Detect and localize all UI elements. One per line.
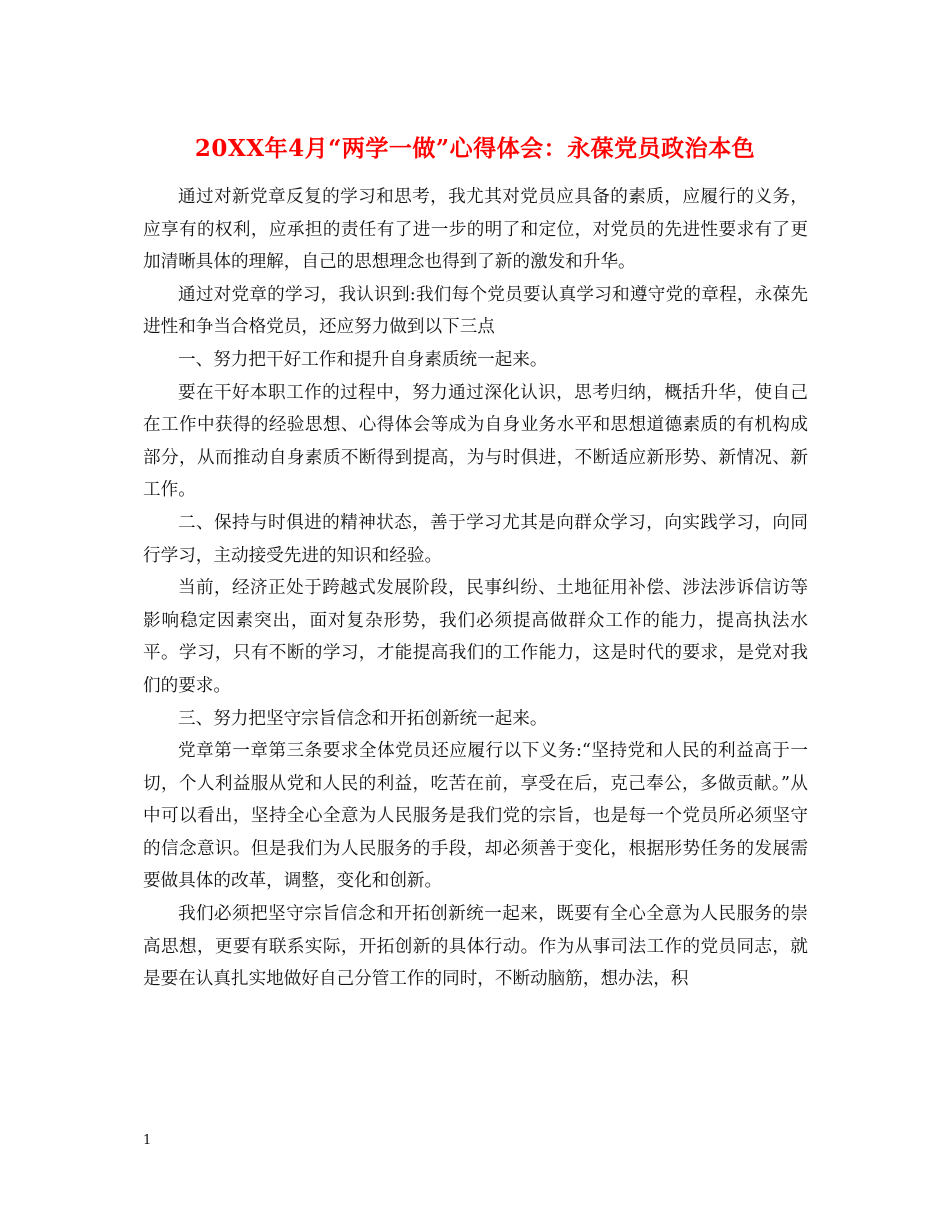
paragraph-5: 党章第一章第三条要求全体党员还应履行以下义务:“坚持党和人民的利益高于一切，个人利益服从党和人民的利益，吃苦在前，享受在后，克己奉公，多做贡献。”从中可以看出，坚持全心全意为人民服务是我们党的宗旨，也是每一个党员所必须坚守的信念意识。但是我们为人民服务的手段，却必须善于变化，根据形势任务的发展需要做具体的改革，调整，变化和创新。 (143, 741, 808, 892)
paragraph-4: 当前，经济正处于跨越式发展阶段，民事纠纷、土地征用补偿、涉法涉诉信访等影响稳定因素突出，面对复杂形势，我们必须提高做群众工作的能力，提高执法水平。学习，只有不断的学习，才能提高我们的工作能力，这是时代的要求，是党对我们的要求。 (143, 578, 808, 696)
document-title: 20XX年4月“两学一做”心得体会：永葆党员政治本色 (194, 135, 756, 162)
paragraph-1: 通过对新党章反复的学习和思考，我尤其对党员应具备的素质，应履行的义务，应享有的权利，应承担的责任有了进一步的明了和定位，对党员的先进性要求有了更加清晰具体的理解，自己的思想理念也得到了新的激发和升华。 (143, 187, 808, 273)
page-number: 1 (143, 1133, 152, 1148)
document-body (143, 181, 808, 996)
paragraph-3: 要在干好本职工作的过程中，努力通过深化认识，思考归纳，概括升华，使自己在工作中获得的经验思想、心得体会等成为自身业务水平和思想道德素质的有机构成部分，从而推动自身素质不断得到提高，为与时俱进，不断适应新形势、新情况、新工作。 (143, 382, 808, 501)
section-heading-2: 二、保持与时俱进的精神状态，善于学习尤其是向群众学习，向实践学习，向同行学习，主动接受先进的知识和经验。 (143, 512, 808, 566)
section-heading-3: 三、努力把坚守宗旨信念和开拓创新统一起来。 (178, 708, 548, 729)
paragraph-2: 通过对党章的学习，我认识到:我们每个党员要认真学习和遵守党的章程，永葆先进性和争当合格党员，还应努力做到以下三点 (143, 284, 808, 338)
section-heading-1: 一、努力把干好工作和提升自身素质统一起来。 (178, 349, 548, 370)
paragraph-6: 我们必须把坚守宗旨信念和开拓创新统一起来，既要有全心全意为人民服务的崇高思想，更要有联系实际，开拓创新的具体行动。作为从事司法工作的党员同志，就是要在认真扎实地做好自己分管工作的同时，不断动脑筋，想办法，积 (143, 904, 808, 990)
